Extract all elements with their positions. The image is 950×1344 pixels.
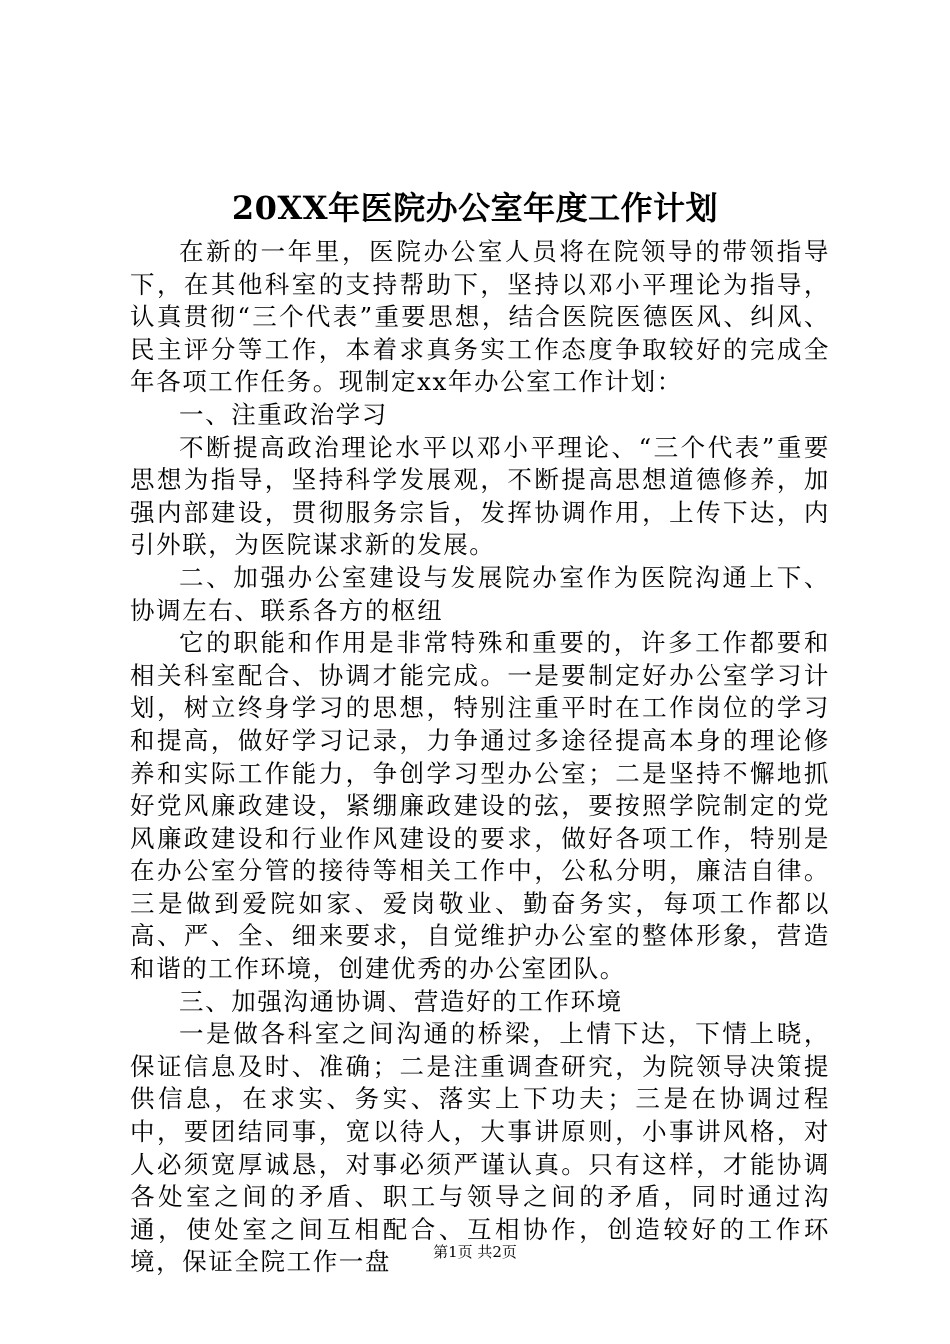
paragraph-intro: 在新的一年里，医院办公室人员将在院领导的带领指导下，在其他科室的支持帮助下，坚持以邓小平理论为指导，认真贯彻“三个代表”重要思想，结合医院医德医风、纠风、民主评分等工作，本着求真务实工作态度争取较好的完成全年各项工作任务。现制定xx年办公室工作计划： [130, 237, 830, 397]
section-heading-3: 三、加强沟通协调、营造好的工作环境 [179, 986, 623, 1016]
page-footer: 第1页 共2页 [433, 1243, 517, 1261]
section-heading-1: 一、注重政治学习 [179, 399, 388, 429]
paragraph-section-1: 不断提高政治理论水平以邓小平理论、“三个代表”重要思想为指导，坚持科学发展观，不断提高思想道德修养，加强内部建设，贯彻服务宗旨，发挥协调作用，上传下达，内引外联，为医院谋求新的发展。 [130, 432, 830, 560]
section-heading-2: 二、加强办公室建设与发展院办室作为医院沟通上下、协调左右、联系各方的枢纽 [130, 562, 830, 625]
document-body [130, 236, 830, 1279]
paragraph-section-3: 一是做各科室之间沟通的桥梁，上情下达，下情上晓，保证信息及时、准确；二是注重调查研究，为院领导决策提供信息，在求实、务实、落实上下功夫；三是在协调过程中，要团结同事，宽以待人，大事讲原则，小事讲风格，对人必须宽厚诚恳，对事必须严谨认真。只有这样，才能协调各处室之间的矛盾、职工与领导之间的矛盾，同时通过沟通，使处室之间互相配合、互相协作，创造较好的工作环境，保证全院工作一盘 [130, 1019, 830, 1277]
document-title: 20XX年医院办公室年度工作计划 [231, 189, 719, 227]
paragraph-section-2: 它的职能和作用是非常特殊和重要的，许多工作都要和相关科室配合、协调才能完成。一是要制定好办公室学习计划，树立终身学习的思想，特别注重平时在工作岗位的学习和提高，做好学习记录，力争通过多途径提高本身的理论修养和实际工作能力，争创学习型办公室；二是坚持不懈地抓好党风廉政建设，紧绷廉政建设的弦，要按照学院制定的党风廉政建设和行业作风建设的要求，做好各项工作，特别是在办公室分管的接待等相关工作中，公私分明，廉洁自律。三是做到爱院如家、爱岗敬业、勤奋务实，每项工作都以高、严、全、细来要求，自觉维护办公室的整体形象，营造和谐的工作环境，创建优秀的办公室团队。 [130, 628, 830, 984]
